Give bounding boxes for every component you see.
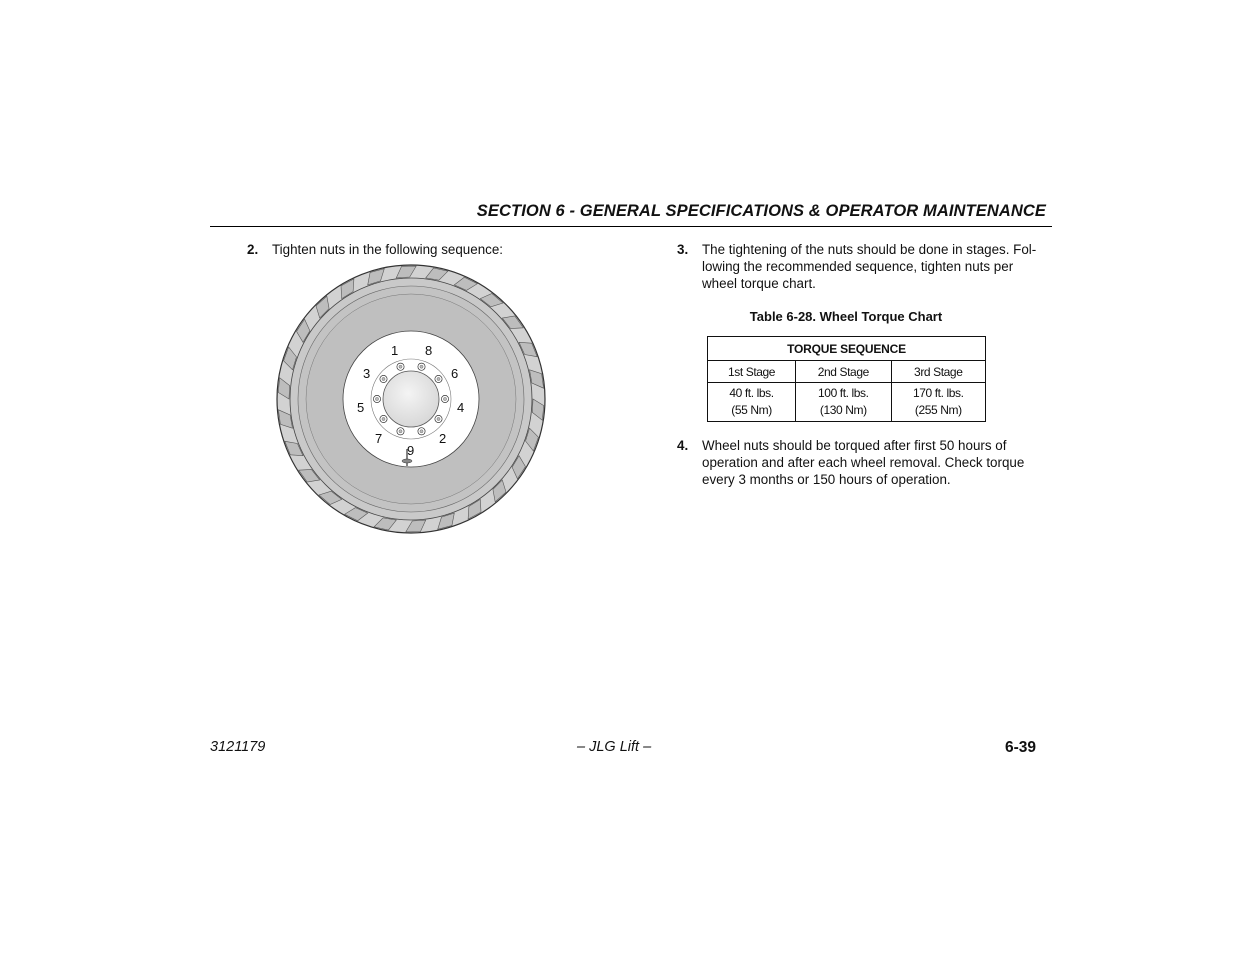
sequence-number: 9 <box>407 443 415 458</box>
lug-nut <box>418 363 425 370</box>
wheel-torque-table <box>707 336 986 422</box>
step-2 <box>247 241 647 261</box>
wheel-nut-sequence-diagram <box>273 261 549 537</box>
step-text-line: The tightening of the nuts should be done in stages. Fol- <box>702 242 1037 257</box>
sequence-number: 6 <box>451 366 459 381</box>
table-cell <box>708 383 796 422</box>
sequence-number: 4 <box>457 400 465 415</box>
step-number: 3. <box>677 242 689 257</box>
step-3 <box>677 241 1055 295</box>
sequence-number: 1 <box>391 343 399 358</box>
torque-ft-lbs: 40 ft. lbs. <box>729 386 774 400</box>
step-text-line: every 3 months or 150 hours of operation. <box>702 472 951 487</box>
step-text-line: Tighten nuts in the following sequence: <box>272 242 504 257</box>
table-cell <box>891 383 985 422</box>
section-title: SECTION 6 - GENERAL SPECIFICATIONS & OPERATOR MAINTENANCE <box>476 202 1046 220</box>
lug-nut <box>441 395 448 402</box>
table-cell: 2nd Stage <box>796 361 891 383</box>
sequence-number: 8 <box>425 343 433 358</box>
step-text-line: Wheel nuts should be torqued after first 50 hours of <box>702 438 1007 453</box>
lug-nut <box>373 395 380 402</box>
step-text <box>272 241 503 258</box>
sequence-number: 3 <box>363 366 371 381</box>
step-4 <box>677 437 1055 491</box>
step-text-line: operation and after each wheel removal. Check torque <box>702 455 1025 470</box>
table-caption: Table 6-28. Wheel Torque Chart <box>749 309 943 324</box>
torque-nm: (130 Nm) <box>819 403 867 417</box>
step-number: 4. <box>677 438 689 453</box>
step-text <box>702 241 1054 292</box>
table-cell <box>796 383 891 422</box>
sequence-number: 5 <box>357 400 365 415</box>
step-text-line: wheel torque chart. <box>702 276 816 291</box>
table-header: TORQUE SEQUENCE <box>708 337 986 361</box>
lug-nut <box>397 428 404 435</box>
torque-ft-lbs: 170 ft. lbs. <box>912 386 964 400</box>
step-text <box>702 437 1054 488</box>
lug-nut <box>418 428 425 435</box>
footer-brand: – JLG Lift – <box>577 739 652 755</box>
lug-nut <box>435 375 442 382</box>
lug-nut <box>435 415 442 422</box>
table-row <box>708 361 986 383</box>
torque-nm: (55 Nm) <box>731 403 772 417</box>
step-number: 2. <box>247 242 259 257</box>
lug-nut <box>397 363 404 370</box>
footer-page-number: 6-39 <box>1005 739 1037 756</box>
table-cell: 3rd Stage <box>891 361 985 383</box>
torque-nm: (255 Nm) <box>914 403 962 417</box>
table-row <box>708 383 986 422</box>
torque-ft-lbs: 100 ft. lbs. <box>818 386 869 400</box>
sequence-number: 7 <box>375 431 383 446</box>
lug-nut <box>380 415 387 422</box>
lug-nut <box>380 375 387 382</box>
wheel-illustration <box>273 261 549 537</box>
table-cell: 1st Stage <box>708 361 796 383</box>
step-text-line: lowing the recommended sequence, tighten nuts per <box>702 259 1014 274</box>
footer-doc-number: 3121179 <box>210 739 266 755</box>
sequence-number: 2 <box>439 431 447 446</box>
header-divider <box>210 226 1052 227</box>
